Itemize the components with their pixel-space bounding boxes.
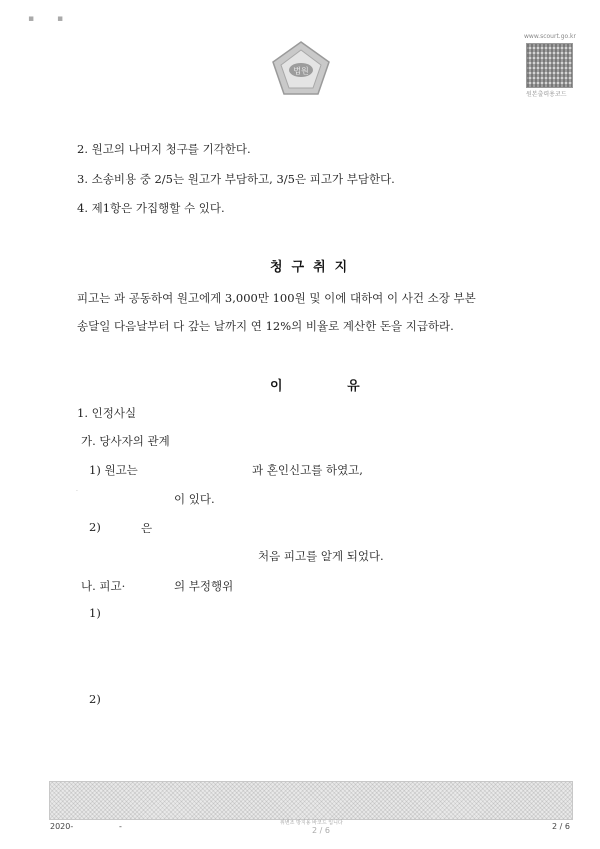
order-item-3: 3. 소송비용 중 2/5는 원고가 부담하고, 3/5은 피고가 부담한다. (77, 172, 395, 186)
subsection-misconduct-suffix: 의 부정행위 (174, 579, 234, 593)
item-2-cont-2: 처음 피고를 알게 되었다. (258, 549, 384, 563)
section-facts: 1. 인정사실 (77, 406, 137, 420)
case-number: 2020- (50, 822, 74, 831)
corner-mark: ▪ (28, 14, 35, 24)
item-2-number: 2) (89, 520, 101, 534)
qr-label: 원본출력용코드 (526, 91, 567, 98)
item-1-plaintiff: 1) 원고는 (89, 463, 138, 477)
stray-mark: · (76, 488, 78, 495)
qr-code (526, 43, 573, 88)
claim-heading: 청구취지 (270, 260, 357, 275)
footer-note: 위변조 방지용 바코드 입니다 (280, 820, 343, 826)
qr-url: www.scourt.go.kr (524, 33, 576, 40)
claim-line-1: 피고는 과 공동하여 원고에게 3,000만 100원 및 이에 대하여 이 사건 소장 부본 (77, 291, 476, 305)
emblem-text: 법원 (293, 66, 309, 76)
court-emblem-icon (270, 40, 332, 96)
item-1-cont: 과 혼인신고를 하였고, (252, 463, 363, 477)
reasons-heading: 이 유 (270, 379, 390, 394)
subsection-misconduct: 나. 피고· (81, 579, 126, 593)
item-2-cont: 은 (141, 521, 153, 535)
anti-forgery-pattern (49, 781, 573, 820)
page-number: 2 / 6 (552, 822, 570, 831)
page-indicator-center: 2 / 6 (312, 826, 330, 835)
claim-line-2: 송달일 다음날부터 다 갚는 날까지 연 12%의 비율로 계산한 돈을 지급하라. (77, 319, 454, 333)
corner-mark: ▪ (57, 14, 64, 24)
item-1-cont-2: 이 있다. (174, 492, 215, 506)
order-item-4: 4. 제1항은 가집행할 수 있다. (77, 201, 225, 215)
order-item-2: 2. 원고의 나머지 청구를 기각한다. (77, 142, 251, 156)
case-number-dash: - (119, 822, 122, 831)
subsection-parties: 가. 당사자의 관계 (81, 434, 170, 448)
misconduct-item-2: 2) (89, 692, 101, 706)
misconduct-item-1: 1) (89, 606, 101, 620)
